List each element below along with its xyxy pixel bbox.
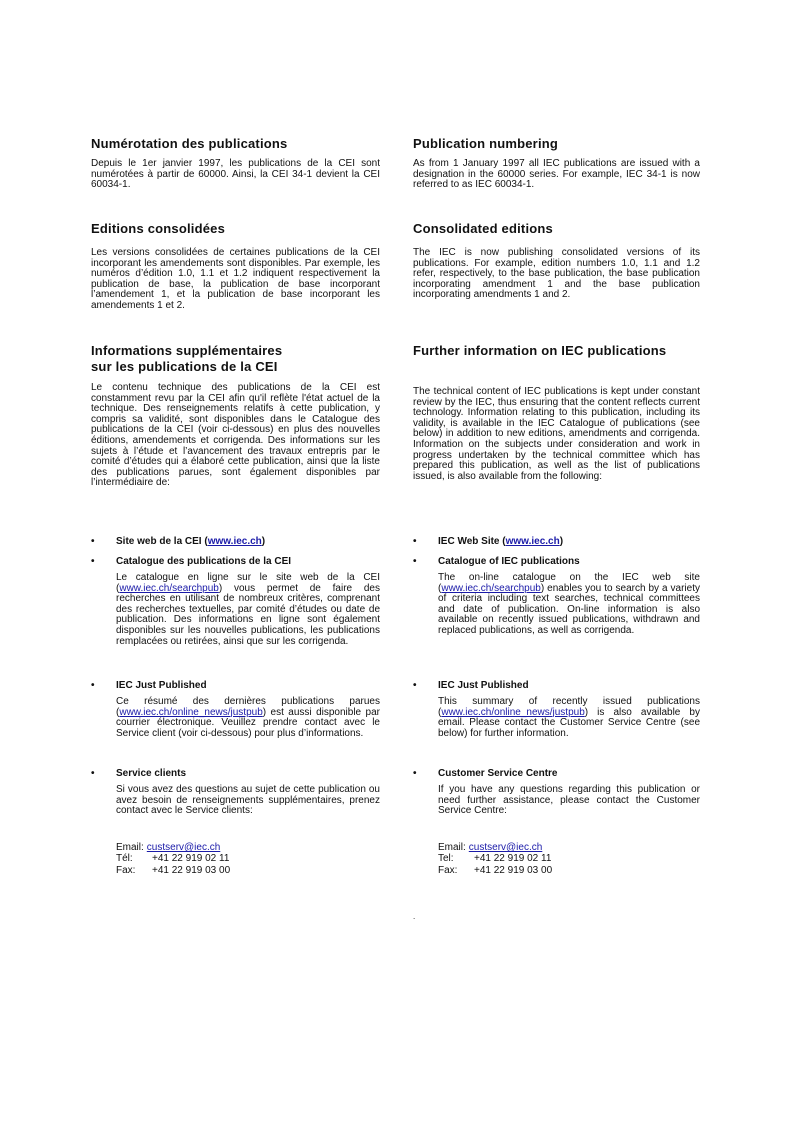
just-published-description <box>438 697 700 739</box>
text-segment: ) vous permet de faire des recherches en utilisant de nombreux critères, comprenant des recherches textuelles, par comité d’études ou date de publication. Des informations en ligne sont également disponibles sur les nouvelles publications, les publications remplacées ou retirées, ainsi que sur les corrigenda. <box>116 582 380 647</box>
email-row <box>438 842 700 853</box>
contact-info <box>438 842 700 876</box>
further-info-heading: Further information on IEC publications <box>413 343 667 358</box>
text-segment: Les versions consolidées de certaines publications de la CEI incorporant les amendements sont disponibles. Par exemple, les numéros d’édition 1.0, 1.1 et 1.2 indiquent respectivement la publication de base, la publication de base incorporant l’amendement 1, et la publication de base incorporant les amendements 1 et 2. <box>91 247 380 311</box>
customer-service-description <box>438 785 700 817</box>
bullet-icon: • <box>413 556 417 567</box>
text-segment: If you have any questions regarding this publication or need further assistance, please contact the Customer Service Centre: <box>438 784 700 817</box>
numbering-heading: Publication numbering <box>413 136 559 151</box>
text-segment: This summary of recently issued publications ( <box>438 696 700 718</box>
telephone-row <box>438 853 700 864</box>
page-footer-mark: . <box>413 912 416 921</box>
bullet-customer-service-title <box>91 768 405 779</box>
bullet-icon: • <box>413 680 417 691</box>
email-link[interactable]: custserv@iec.ch <box>468 842 543 853</box>
text-segment: ) est aussi disponible par courrier électronique. Veuillez prendre contact avec le Service client (voir ci-dessous) pour plus d’informations. <box>116 706 380 739</box>
email-label: Email: <box>438 842 466 853</box>
bullet-icon: • <box>91 768 95 779</box>
email-label: Email: <box>116 842 144 853</box>
link[interactable]: www.iec.ch <box>207 536 262 547</box>
contact-info <box>116 842 380 876</box>
consolidated-paragraph <box>91 248 380 312</box>
customer-service-description <box>116 785 380 817</box>
link[interactable]: www.iec.ch <box>505 536 560 547</box>
fax-row <box>116 865 380 876</box>
text-segment: Le catalogue en ligne sur le site web de la CEI ( <box>116 572 380 594</box>
text-segment: Si vous avez des questions au sujet de cette publication ou avez besoin de renseignements supplémentaires, prenez contact avec le Service clients: <box>116 784 380 817</box>
text-segment: Service clients <box>116 768 187 779</box>
text-segment: Depuis le 1er janvier 1997, les publications de la CEI sont numérotées à partir de 60000. Ainsi, la CEI 34-1 devient la CEI 60034-1. <box>91 158 380 191</box>
text-segment: ) is also available by email. Please contact the Customer Service Centre (see below) for further information. <box>438 706 700 739</box>
bullet-catalogue-title <box>91 556 405 567</box>
text-segment: ) <box>559 536 564 547</box>
bullet-icon: • <box>91 556 95 567</box>
catalogue-description <box>116 573 380 647</box>
text-segment: IEC Just Published <box>438 680 529 691</box>
bullet-web-site-title <box>91 536 405 547</box>
fax-label: Fax: <box>438 864 458 876</box>
text-segment: Catalogue des publications de la CEI <box>116 556 292 567</box>
email-row <box>116 842 380 853</box>
bullet-icon: • <box>413 768 417 779</box>
link[interactable]: www.iec.ch/searchpub <box>119 582 219 594</box>
fax-value: +41 22 919 03 00 <box>152 864 231 876</box>
text-segment: IEC Web Site ( <box>438 536 506 547</box>
numbering-heading: Numérotation des publications <box>91 136 288 151</box>
further-info-paragraph <box>91 383 380 489</box>
text-segment: As from 1 January 1997 all IEC publications are issued with a designation in the 60000 series. For example, IEC 34-1 is now referred to as IEC 60034-1. <box>413 158 700 191</box>
bullet-just-published-title <box>413 680 725 691</box>
fax-row <box>438 865 700 876</box>
telephone-value: +41 22 919 02 11 <box>474 853 552 865</box>
consolidated-heading: Editions consolidées <box>91 221 226 236</box>
telephone-label: Tel: <box>438 853 454 865</box>
text-segment: ) enables you to search by a variety of criteria including text searches, technical committees and date of publication. On-line information is also available on recently issued publications, withdrawn and replaced publications, as well as corrigenda. <box>438 582 700 636</box>
numbering-paragraph <box>91 159 380 191</box>
just-published-description <box>116 697 380 739</box>
consolidated-paragraph <box>413 248 700 301</box>
text-segment: The technical content of IEC publications is kept under constant review by the IEC, thus ensuring that the content reflects current technology. Information relating to this publication, including its validity, is available in the IEC Catalogue of publications (see below) in addition to new editions, amendments and corrigenda. Information on the subjects under consideration and work in progress undertaken by the technical committee which has prepared this publication, as well as the list of publications issued, is also available from the following: <box>413 386 700 482</box>
link[interactable]: www.iec.ch/online_news/justpub <box>441 706 585 718</box>
telephone-value: +41 22 919 02 11 <box>152 853 230 865</box>
bullet-customer-service-title <box>413 768 725 779</box>
bullet-just-published-title <box>91 680 405 691</box>
text-segment: Ce résumé des dernières publications parues ( <box>116 696 380 718</box>
consolidated-heading: Consolidated editions <box>413 221 553 236</box>
link[interactable]: www.iec.ch/searchpub <box>441 582 541 594</box>
bullet-icon: • <box>91 536 95 547</box>
email-link[interactable]: custserv@iec.ch <box>146 842 221 853</box>
catalogue-description <box>438 573 700 637</box>
telephone-label: Tél: <box>116 853 133 865</box>
text-segment: The IEC is now publishing consolidated versions of its publications. For example, edition numbers 1.0, 1.1 and 1.2 refer, respectively, to the base publication, the base publication incorporating amendment 1 and the base publication incorporating amendments 1 and 2. <box>413 247 700 301</box>
further-info-heading: Informations supplémentaires sur les publications de la CEI <box>91 343 283 374</box>
bullet-icon: • <box>91 680 95 691</box>
text-segment: ) <box>261 536 266 547</box>
telephone-row <box>116 853 380 864</box>
numbering-paragraph <box>413 159 700 191</box>
text-segment: Le contenu technique des publications de la CEI est constamment revu par la CEI afin qu'il reflète l'état actuel de la technique. Des renseignements relatifs à cette publication, y compris sa validité, sont disponibles dans le Catalogue des publications de la CEI (voir ci-dessous) en plus des nouvelles éditions, amendements et corrigenda. Des informations sur les sujets à l’étude et l’avancement des travaux entrepris par le comité d’études qui a élaboré cette publication, ainsi que la liste des publications parues, sont également disponibles par l’intermédiaire de: <box>91 382 380 489</box>
bullet-catalogue-title <box>413 556 725 567</box>
text-segment: IEC Just Published <box>116 680 207 691</box>
bullet-icon: • <box>413 536 417 547</box>
text-segment: Customer Service Centre <box>438 768 558 779</box>
fax-value: +41 22 919 03 00 <box>474 864 553 876</box>
further-info-paragraph <box>413 387 700 482</box>
bullet-web-site-title <box>413 536 725 547</box>
link[interactable]: www.iec.ch/online_news/justpub <box>119 706 263 718</box>
text-segment: Catalogue of IEC publications <box>438 556 580 567</box>
text-segment: The on-line catalogue on the IEC web site ( <box>438 572 700 594</box>
text-segment: Site web de la CEI ( <box>116 536 208 547</box>
fax-label: Fax: <box>116 864 136 876</box>
